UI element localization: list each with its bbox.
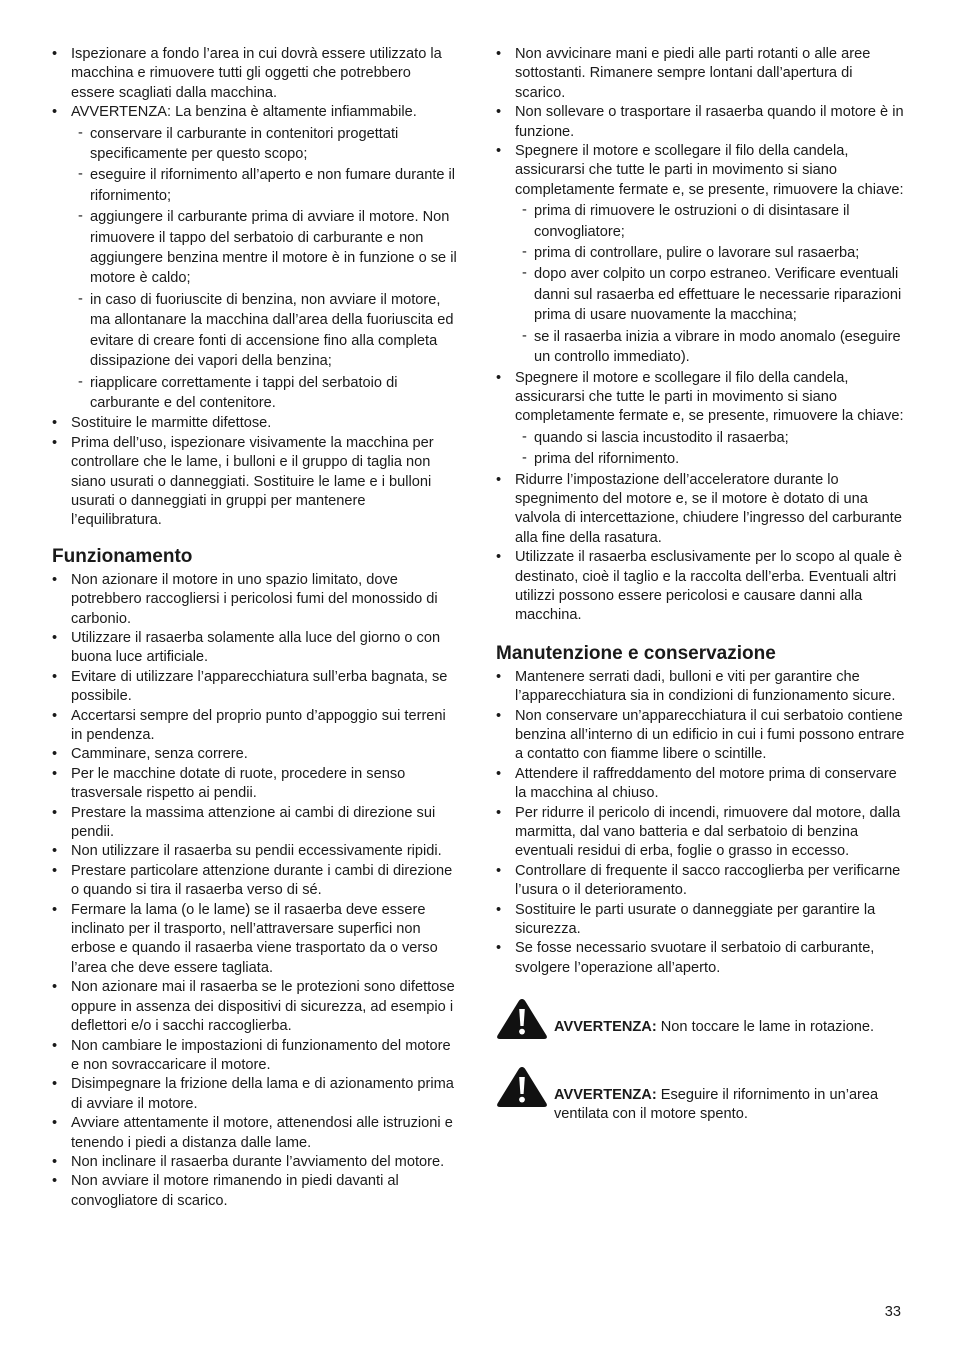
list-item: • Evitare di utilizzare l’apparecchiatura sull’erba bagnata, se possibile. (52, 668, 457, 707)
manutenzione-list (496, 668, 906, 979)
warning-triangle-icon (496, 998, 548, 1040)
page-number: 33 (884, 1304, 901, 1320)
list-item: • Utilizzate il rasaerba esclusivamente per lo scopo al quale è destinato, cioè il taglio e la raccolta dell’erba. Eventuali altri utilizzi possono essere pericolosi e causare danni alla macchina. (496, 548, 906, 626)
list-item: • Attendere il raffreddamento del motore prima di conservare la macchina al chiuso. (496, 765, 906, 804)
warning-text: Eseguire il rifornimento in un’area ventilata con il motore spento. (554, 1086, 879, 1123)
list-item: • Se fosse necessario svuotare il serbatoio di carburante, svolgere l’operazione all’aperto. (496, 939, 906, 978)
list-item: • Non sollevare o trasportare il rasaerba quando il motore è in funzione. (496, 103, 906, 142)
list-item: • Non inclinare il rasaerba durante l’avviamento del motore. (52, 1153, 457, 1172)
list-item: • Accertarsi sempre del proprio punto d’appoggio sui terreni in pendenza. (52, 707, 457, 746)
list-item: • Sostituire le parti usurate o danneggiate per garantire la sicurezza. (496, 901, 906, 940)
sublist-item: - conservare il carburante in contenitori progettati specificamente per questo scopo; (71, 124, 457, 165)
sublist-item: - dopo aver colpito un corpo estraneo. Verificare eventuali danni sul rasaerba ed effettuare le necessarie riparazioni prima di usare nuovamente la macchina; (515, 264, 906, 325)
list-item: • Spegnere il motore e scollegare il filo della candela, assicurarsi che tutte le parti in movimento si siano completamente fermate e, se presente, rimuovere la chiave: - prima di rimuovere le ostruzioni o di disintasare il convogliatore; - prima di controllare, pulire o lavorare sul rasaerba; - dopo aver colpito un corpo estraneo. Verificare eventuali danni sul rasaerba ed effettuare le necessarie riparazioni prima di usare nuovamente la macchina; - se il rasaerba inizia a vibrare in modo anomalo (eseguire un controllo immediato). (496, 142, 906, 367)
sublist-item: - in caso di fuoriuscite di benzina, non avviare il motore, ma allontanare la macchina dall’area della fuoriuscita ed evitare di creare fonti di accensione fino alla completa dissipazione dei vapori della benzina; (71, 290, 457, 372)
list-item: • Non azionare mai il rasaerba se le protezioni sono difettose oppure in assenza dei dispositivi di sicurezza, ad esempio i deflettori e/o i sacchi raccoglierba. (52, 978, 457, 1036)
left-column (52, 45, 457, 1211)
list-item: • Sostituire le marmitte difettose. (52, 414, 457, 433)
fuel-sublist (71, 124, 457, 414)
list-item: • Spegnere il motore e scollegare il filo della candela, assicurarsi che tutte le parti in movimento si siano completamente fermate e, se presente, rimuovere la chiave: - quando si lascia incustodito il rasaerba; - prima del rifornimento. (496, 369, 906, 470)
stop-engine-sublist-2 (515, 428, 906, 470)
list-item: • Avviare attentamente il motore, attenendosi alle istruzioni e tenendo i piedi a distanza dalle lame. (52, 1114, 457, 1153)
sublist-item: - riapplicare correttamente i tappi del serbatoio di carburante e del contenitore. (71, 373, 457, 414)
list-item: • Non utilizzare il rasaerba su pendii eccessivamente ripidi. (52, 842, 457, 861)
stop-engine-sublist (515, 201, 906, 367)
sublist-item: - se il rasaerba inizia a vibrare in modo anomalo (eseguire un controllo immediato). (515, 327, 906, 368)
list-item: • Camminare, senza correre. (52, 745, 457, 764)
list-item: • Utilizzare il rasaerba solamente alla luce del giorno o con buona luce artificiale. (52, 629, 457, 668)
section-heading-manutenzione: Manutenzione e conservazione (496, 642, 776, 664)
list-item: • Controllare di frequente il sacco raccoglierba per verificarne l’usura o il deterioramento. (496, 862, 906, 901)
warning-label: AVVERTENZA: (554, 1086, 657, 1103)
right-column (496, 45, 906, 1125)
list-item: • Non azionare il motore in uno spazio limitato, dove potrebbero raccogliersi i pericolosi fumi del monossido di carbonio. (52, 571, 457, 629)
list-item: • Non avvicinare mani e piedi alle parti rotanti o alle aree sottostanti. Rimanere sempre lontani dall’apertura di scarico. (496, 45, 906, 103)
warning-triangle-icon (496, 1066, 548, 1108)
sublist-item: - prima del rifornimento. (515, 449, 906, 469)
list-item: • Non avviare il motore rimanendo in piedi davanti al convogliatore di scarico. (52, 1172, 457, 1211)
list-item: • Per le macchine dotate di ruote, procedere in senso trasversale rispetto ai pendii. (52, 765, 457, 804)
list-item: • Ispezionare a fondo l’area in cui dovrà essere utilizzato la macchina e rimuovere tutti gli oggetti che potrebbero essere scagliati dalla macchina. (52, 45, 457, 103)
list-item: • Fermare la lama (o le lame) se il rasaerba deve essere inclinato per il trasporto, nell’attraversare superfici non erbose e quando il rasaerba viene trasportato da o verso l’area che deve essere tagliata. (52, 901, 457, 979)
list-item: • Prestare particolare attenzione durante i cambi di direzione o quando si tira il rasaerba verso di sé. (52, 862, 457, 901)
list-item: • Ridurre l’impostazione dell’acceleratore durante lo spegnimento del motore e, se il motore è dotato di una valvola di intercettazione, chiudere l’ingresso del carburante alla fine della rasatura. (496, 471, 906, 549)
list-item: • Prestare la massima attenzione ai cambi di direzione sui pendii. (52, 804, 457, 843)
warning-blade (496, 996, 906, 1037)
sublist-item: - aggiungere il carburante prima di avviare il motore. Non rimuovere il tappo del serbatoio di carburante e non aggiungere benzina mentre il motore è in funzione o se il motore è caldo; (71, 207, 457, 289)
list-item: • Mantenere serrati dadi, bulloni e viti per garantire che l’apparecchiatura sia in condizioni di funzionamento sicure. (496, 668, 906, 707)
list-item: • Non cambiare le impostazioni di funzionamento del motore e non sovraccaricare il motore. (52, 1037, 457, 1076)
list-item: • AVVERTENZA: La benzina è altamente infiammabile. - conservare il carburante in contenitori progettati specificamente per questo scopo; - eseguire il rifornimento all’aperto e non fumare durante il rifornimento; - aggiungere il carburante prima di avviare il motore. Non rimuovere il tappo del serbatoio di carburante e non aggiungere benzina mentre il motore è in funzione o se il motore è caldo; - in caso di fuoriuscite di benzina, non avviare il motore, ma allontanare la macchina dall’area della fuoriuscita ed evitare di creare fonti di accensione fino alla completa dissipazione dei vapori della benzina; - riapplicare correttamente i tappi del serbatoio di carburante e del contenitore. (52, 103, 457, 413)
warning-label: AVVERTENZA: (554, 1019, 657, 1036)
list-item: • Non conservare un’apparecchiatura il cui serbatoio contiene benzina all’interno di un edificio in cui i fumi possono entrare a contatto con fiamme libere o scintille. (496, 707, 906, 765)
list-item: • Disimpegnare la frizione della lama e di azionamento prima di avviare il motore. (52, 1075, 457, 1114)
operation-list (496, 45, 906, 626)
section-heading-funzionamento: Funzionamento (52, 545, 193, 567)
sublist-item: - quando si lascia incustodito il rasaerba; (515, 428, 906, 448)
list-item: • Prima dell’uso, ispezionare visivamente la macchina per controllare che le lame, i bulloni e il gruppo di taglia non siano usurati o danneggiati. Sostituire le lame e i bulloni usurati o danneggiati in gruppi per mantenere l’equilibratura. (52, 434, 457, 531)
list-item: • Per ridurre il pericolo di incendi, rimuovere dal motore, dalla marmitta, dal vano batteria e dal serbatoio di benzina eventuali residui di erba, foglie o grasso in eccesso. (496, 804, 906, 862)
warning-refuel (496, 1064, 906, 1125)
safety-list (52, 45, 457, 531)
sublist-item: - prima di rimuovere le ostruzioni o di disintasare il convogliatore; (515, 201, 906, 242)
warning-text: Non toccare le lame in rotazione. (656, 1019, 875, 1036)
funzionamento-list (52, 571, 457, 1211)
sublist-item: - prima di controllare, pulire o lavorare sul rasaerba; (515, 243, 906, 263)
sublist-item: - eseguire il rifornimento all’aperto e non fumare durante il rifornimento; (71, 165, 457, 206)
